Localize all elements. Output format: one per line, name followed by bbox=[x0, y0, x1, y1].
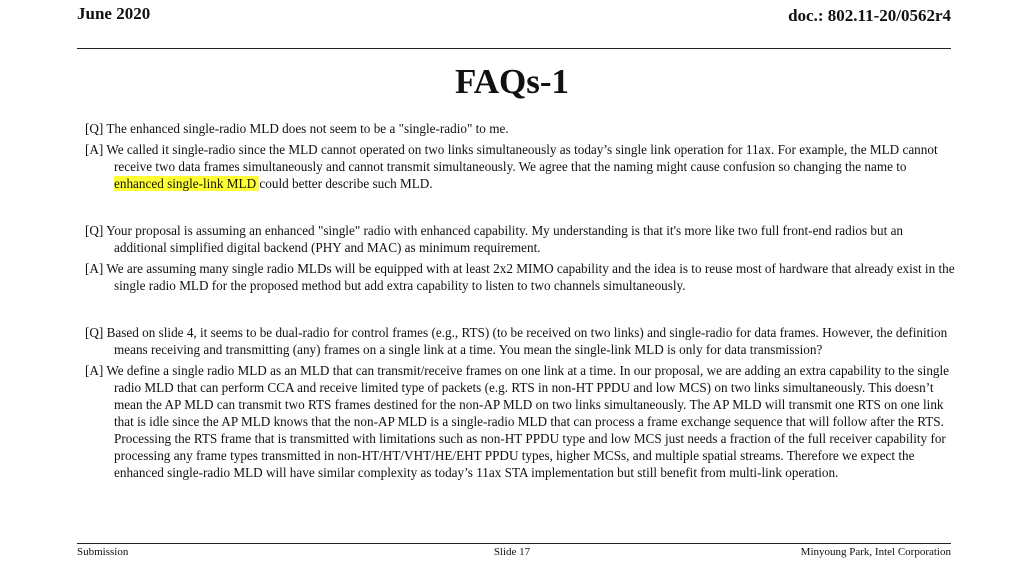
header-date: June 2020 bbox=[77, 4, 151, 23]
slide-title: FAQs-1 bbox=[454, 62, 570, 101]
answer-1-text-end: could better describe such MLD. bbox=[259, 176, 433, 191]
answer-3: [A] We define a single radio MLD as an MLD that can transmit/receive frames on one link at a time. In our proposal, we are adding an extra capability to the single radio MLD that can perform CCA and receive limited type of packets (e.g. RTS in non-HT PPDU and low MCS) on two links simultaneously. This doesn’t mean the AP MLD can transmit two RTS frames destined for the non-AP MLD on two links simultaneously. The AP MLD will transmit one RTS on one link that is idle since the AP MLD knows that the non-AP MLD is a single-radio MLD that can process a frame exchange sequence that will follow after the RTS. Processing the RTS frame that is transmitted with limitations such as non-HT PPDU type and low MCS just needs a fraction of the full receiver capability for processing any frame types transmitted in non-HT/HT/VHT/HE/EHT PPDU types, higher MCSs, and multiple spatial streams. Therefore we expect the enhanced single-radio MLD will have similar complexity as today’s 11ax STA implementation but still benefit from multi-link operation. bbox=[85, 363, 950, 480]
footer-divider bbox=[77, 543, 951, 544]
footer-submission: Submission bbox=[77, 546, 129, 558]
footer-slide-number: Slide 17 bbox=[493, 546, 531, 558]
question-2: [Q] Your proposal is assuming an enhanced "single" radio with enhanced capability. My understanding is that it's more like two full front-end radios but an additional simplified digital backend (PHY and MAC) as minimum requirement. bbox=[85, 223, 904, 255]
faq-body bbox=[85, 120, 955, 485]
answer-1 bbox=[85, 141, 955, 192]
question-1: [Q] The enhanced single-radio MLD does not seem to be a "single-radio" to me. bbox=[85, 121, 509, 136]
header-doc-number: doc.: 802.11-20/0562r4 bbox=[788, 6, 951, 25]
spacer bbox=[85, 196, 955, 222]
answer-1-text: [A] We called it single-radio since the MLD cannot operated on two links simultaneously as today’s single link operation for 11ax. For example, the MLD cannot receive two data frames simultaneously and cannot transmit simultaneously. We agree that the naming might cause confusion so changing the name to bbox=[85, 142, 938, 174]
highlighted-term: enhanced single-link MLD bbox=[114, 176, 260, 191]
footer-author: Minyoung Park, Intel Corporation bbox=[800, 546, 951, 558]
header-divider bbox=[77, 48, 951, 49]
spacer bbox=[85, 298, 955, 324]
question-3: [Q] Based on slide 4, it seems to be dual-radio for control frames (e.g., RTS) (to be received on two links) and single-radio for data frames. However, the definition means receiving and transmitting (any) frames on a single link at a time. You mean the single-link MLD is only for data transmission? bbox=[85, 325, 948, 357]
answer-2: [A] We are assuming many single radio MLDs will be equipped with at least 2x2 MIMO capability and the idea is to reuse most of hardware that already exist in the single radio MLD for the proposed method but add extra capability to listen to two channels simultaneously. bbox=[85, 261, 955, 293]
